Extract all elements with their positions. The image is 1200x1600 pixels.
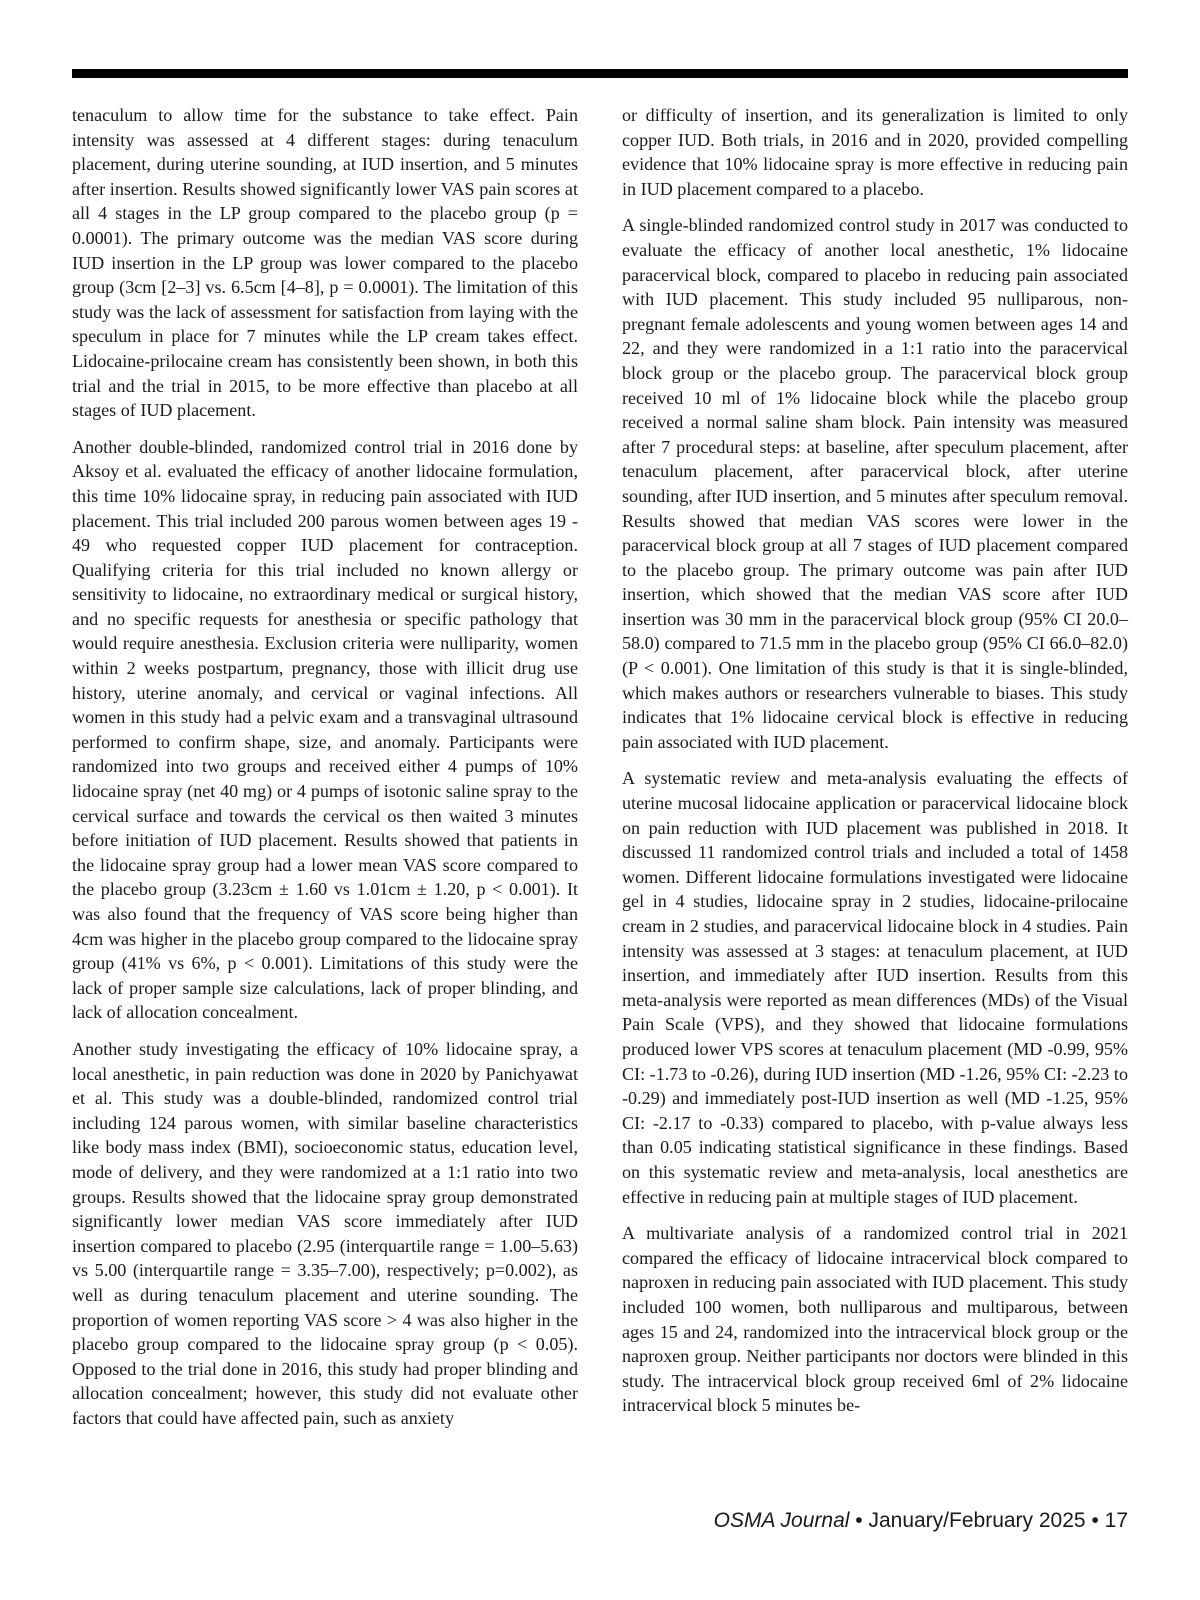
paragraph: Another study investigating the efficacy of 10% lidocaine spray, a local anesthetic, in pain reduction was done in 2020 by Panichyawat et al. This study was a double-blinded, randomized control trial including 124 parous women, with similar baseline characteristics like body mass index (BMI), socioeconomic status, education level, mode of delivery, and they were randomized at a 1:1 ratio into two groups. Results showed that the lidocaine spray group demonstrated significantly lower median VAS score immediately after IUD insertion compared to placebo (2.95 (interquartile range = 1.00–5.63) vs 5.00 (interquartile range = 3.35–7.00), respectively; p=0.002), as well as during tenaculum placement and uterine sounding. The proportion of women reporting VAS score > 4 was also higher in the placebo group compared to the lidocaine spray group (p < 0.05). Opposed to the trial done in 2016, this study had proper blinding and allocation concealment; however, this study did not evaluate other factors that could have affected pain, such as anxiety	[72, 1038, 578, 1428]
page-footer	[714, 1509, 1128, 1533]
paragraph: A multivariate analysis of a randomized control trial in 2021 compared the efficacy of lidocaine intracervical block compared to naproxen in reducing pain associated with IUD placement. This study included 100 women, both nulliparous and multiparous, between ages 15 and 24, randomized into the intracervical block group or the naproxen group. Neither participants nor doctors were blinded in this study. The intracervical block group received 6ml of 2% lidocaine intracervical block 5 minutes be-	[622, 1223, 1128, 1416]
issue-date: January/February 2025	[868, 1509, 1086, 1532]
page-number: 17	[1104, 1509, 1128, 1532]
paragraph: tenaculum to allow time for the substance to take effect. Pain intensity was assessed at 4 different stages: during tenaculum placement, during uterine sounding, at IUD insertion, and 5 minutes after insertion. Results showed significantly lower VAS pain scores at all 4 stages in the LP group compared to the placebo group (p = 0.0001). The primary outcome was the median VAS score during IUD insertion in the LP group was lower compared to the placebo group (3cm [2–3] vs. 6.5cm [4–8], p = 0.0001). The limitation of this study was the lack of assessment for satisfaction from laying with the speculum in place for 7 minutes while the LP cream takes effect. Lidocaine-prilocaine cream has consistently been shown, in both this trial and the trial in 2015, to be more effective than placebo at all stages of IUD placement.	[72, 105, 578, 421]
top-rule	[72, 69, 1128, 78]
right-column	[622, 103, 1128, 1430]
paragraph: Another double-blinded, randomized control trial in 2016 done by Aksoy et al. evaluated the efficacy of another lidocaine formulation, this time 10% lidocaine spray, in reducing pain associated with IUD placement. This trial included 200 parous women between ages 19 - 49 who requested copper IUD placement for contraception. Qualifying criteria for this trial included no known allergy or sensitivity to lidocaine, no extraordinary medical or surgical history, and no specific requests for anesthesia or specific pathology that would require anesthesia. Exclusion criteria were nulliparity, women within 2 weeks postpartum, pregnancy, those with illicit drug use history, uterine anomaly, and cervical or vaginal infections. All women in this study had a pelvic exam and a transvaginal ultrasound performed to confirm shape, size, and anomaly. Participants were randomized into two groups and received either 4 pumps of 10% lidocaine spray (net 40 mg) or 4 pumps of isotonic saline spray to the cervical surface and towards the cervical os then waited 3 minutes before initiation of IUD placement. Results showed that patients in the lidocaine spray group had a lower mean VAS score compared to the placebo group (3.23cm ± 1.60 vs 1.01cm ± 1.20, p < 0.001). It was also found that the frequency of VAS score being higher than 4cm was higher in the placebo group compared to the lidocaine spray group (41% vs 6%, p < 0.001). Limitations of this study were the lack of proper sample size calculations, lack of proper blinding, and lack of allocation concealment.	[72, 436, 578, 1023]
paragraph: A single-blinded randomized control study in 2017 was conducted to evaluate the efficacy of another local anesthetic, 1% lidocaine paracervical block, compared to placebo in reducing pain associated with IUD placement. This study included 95 nulliparous, non-pregnant female adolescents and young women between ages 14 and 22, and they were randomized in a 1:1 ratio into the paracervical block group or the placebo group. The paracervical block group received 10 ml of 1% lidocaine block while the placebo group received a normal saline sham block. Pain intensity was measured after 7 procedural steps: at baseline, after speculum placement, after tenaculum placement, after paracervical block, after uterine sounding, after IUD insertion, and 5 minutes after speculum removal. Results showed that median VAS scores were lower in the paracervical block group at all 7 stages of IUD placement compared to the placebo group. The primary outcome was pain after IUD insertion, which showed that the median VAS score after IUD insertion was 30 mm in the paracervical block group (95% CI 20.0–58.0) compared to 71.5 mm in the placebo group (95% CI 66.0–82.0) (P < 0.001). One limitation of this study is that it is single-blinded, which makes authors or researchers vulnerable to biases. This study indicates that 1% lidocaine cervical block is effective in reducing pain associated with IUD placement.	[622, 215, 1128, 752]
paragraph: A systematic review and meta-analysis evaluating the effects of uterine mucosal lidocaine application or paracervical lidocaine block on pain reduction with IUD placement was published in 2018. It discussed 11 randomized control trials and included a total of 1458 women. Different lidocaine formulations investigated were lidocaine gel in 4 studies, lidocaine spray in 2 studies, lidocaine-prilocaine cream in 2 studies, and paracervical lidocaine block in 4 studies. Pain intensity was assessed at 3 stages: at tenaculum placement, at IUD insertion, and immediately after IUD insertion. Results from this meta-analysis were reported as mean differences (MDs) of the Visual Pain Scale (VPS), and they showed that lidocaine formulations produced lower VPS scores at tenaculum placement (MD -0.99, 95% CI: -1.73 to -0.26), during IUD insertion (MD -1.26, 95% CI: -2.23 to -0.29) and immediately post-IUD insertion as well (MD -1.25, 95% CI: -2.17 to -0.33) compared to placebo, with p-value always less than 0.05 indicating statistical significance in these findings. Based on this systematic review and meta-analysis, local anesthetics are effective in reducing pain at multiple stages of IUD placement.	[622, 768, 1128, 1207]
journal-name: OSMA Journal	[713, 1509, 850, 1532]
paragraph: or difficulty of insertion, and its generalization is limited to only copper IUD. Both trials, in 2016 and in 2020, provided compelling evidence that 10% lidocaine spray is more effective in reducing pain in IUD placement compared to a placebo.	[622, 105, 1128, 199]
left-column	[72, 103, 578, 1442]
footer-separator: •	[849, 1509, 869, 1532]
footer-separator: •	[1085, 1509, 1105, 1532]
